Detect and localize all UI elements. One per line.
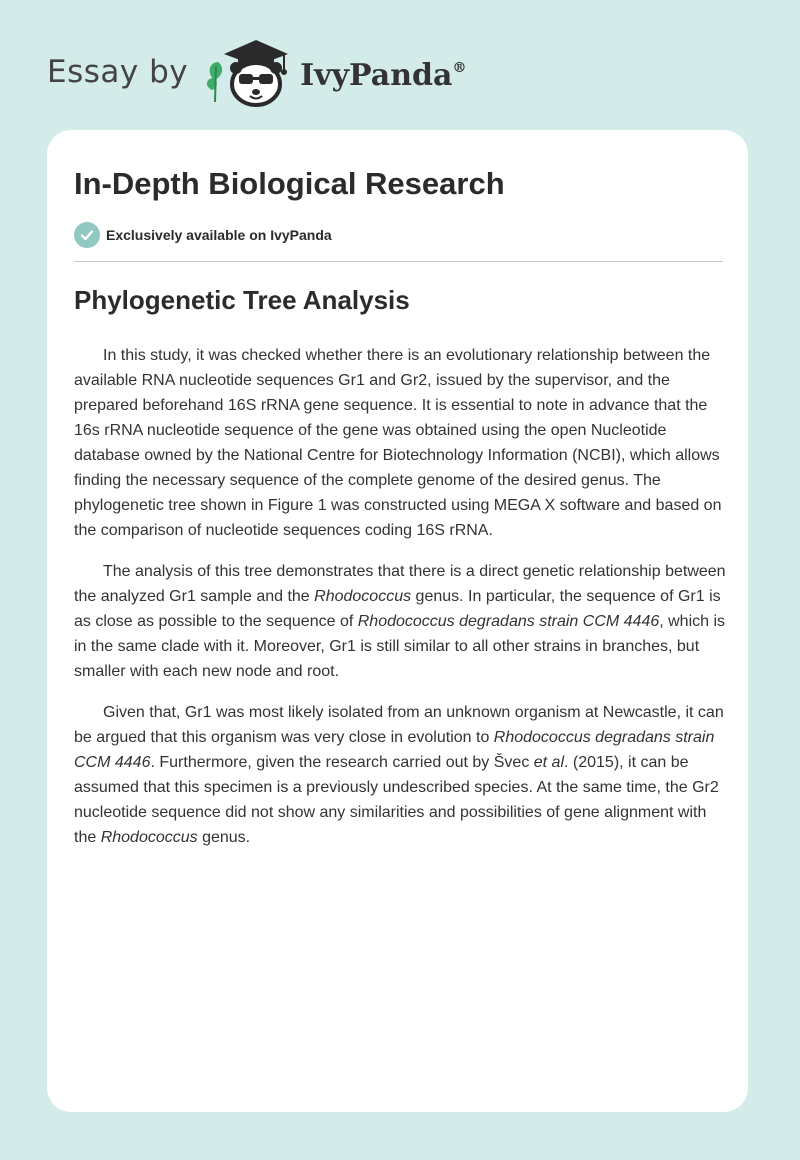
- registered-mark: ®: [452, 59, 467, 76]
- paragraph: [74, 559, 726, 684]
- italic-text: et al: [533, 754, 565, 771]
- paragraph: [74, 343, 726, 543]
- text-run: In this study, it was checked whether there is an evolutionary relationship between the available RNA nucleotide sequences Gr1 and Gr2, issued by the supervisor, and the prepared beforehand 16S rRNA gene sequence. It is essential to note in advance that the 16s rRNA nucleotide sequence of the gene was obtained using the open Nucleotide database owned by the National Centre for Biotechnology Information (NCBI), which allows finding the necessary sequence of the complete genome of the desired genus. The phylogenetic tree shown in Figure 1 was constructed using MEGA X software and based on the comparison of nucleotide sequences coding 16S rRNA.: [74, 347, 722, 539]
- site-header: [47, 36, 466, 108]
- text-run: genus. In particular, the sequence of Gr1 is as close as possible to the sequence of: [74, 588, 721, 630]
- italic-text: Rhodococcus: [100, 829, 198, 846]
- badge-label: Exclusively available on IvyPanda: [106, 227, 332, 243]
- essay-by-label: Essay by: [47, 54, 189, 90]
- brand-name[interactable]: IvyPanda®: [300, 57, 467, 93]
- essay-card: [47, 130, 748, 1112]
- italic-text: Rhodococcus degradans strain CCM 4446: [357, 613, 660, 630]
- text-run: , which is in the same clade with it. Moreover, Gr1 is still similar to all other strains in branches, but smaller with each new node and root.: [74, 613, 726, 680]
- text-run: genus.: [197, 829, 251, 846]
- italic-text: Rhodococcus degradans strain CCM 4446: [74, 729, 715, 771]
- check-circle-icon: [74, 222, 100, 248]
- section-title: Phylogenetic Tree Analysis: [74, 285, 410, 315]
- essay-body: [74, 343, 726, 866]
- text-run: . Furthermore, given the research carried out by Švec: [150, 754, 534, 771]
- divider: [74, 261, 723, 262]
- text-run: The analysis of this tree demonstrates that there is a direct genetic relationship between the analyzed Gr1 sample and the: [74, 563, 726, 605]
- text-run: . (2015), it can be assumed that this specimen is a previously undescribed species. At the same time, the Gr2 nucleotide sequence did not show any similarities and possibilities of gene alignment with the: [74, 754, 719, 846]
- panda-graduate-icon[interactable]: [204, 36, 296, 108]
- exclusive-badge: [74, 222, 332, 248]
- italic-text: Rhodococcus: [314, 588, 412, 605]
- text-run: Given that, Gr1 was most likely isolated from an unknown organism at Newcastle, it can be argued that this organism was very close in evolution to: [74, 704, 724, 746]
- paragraph: [74, 700, 726, 850]
- page-title: In-Depth Biological Research: [74, 166, 505, 201]
